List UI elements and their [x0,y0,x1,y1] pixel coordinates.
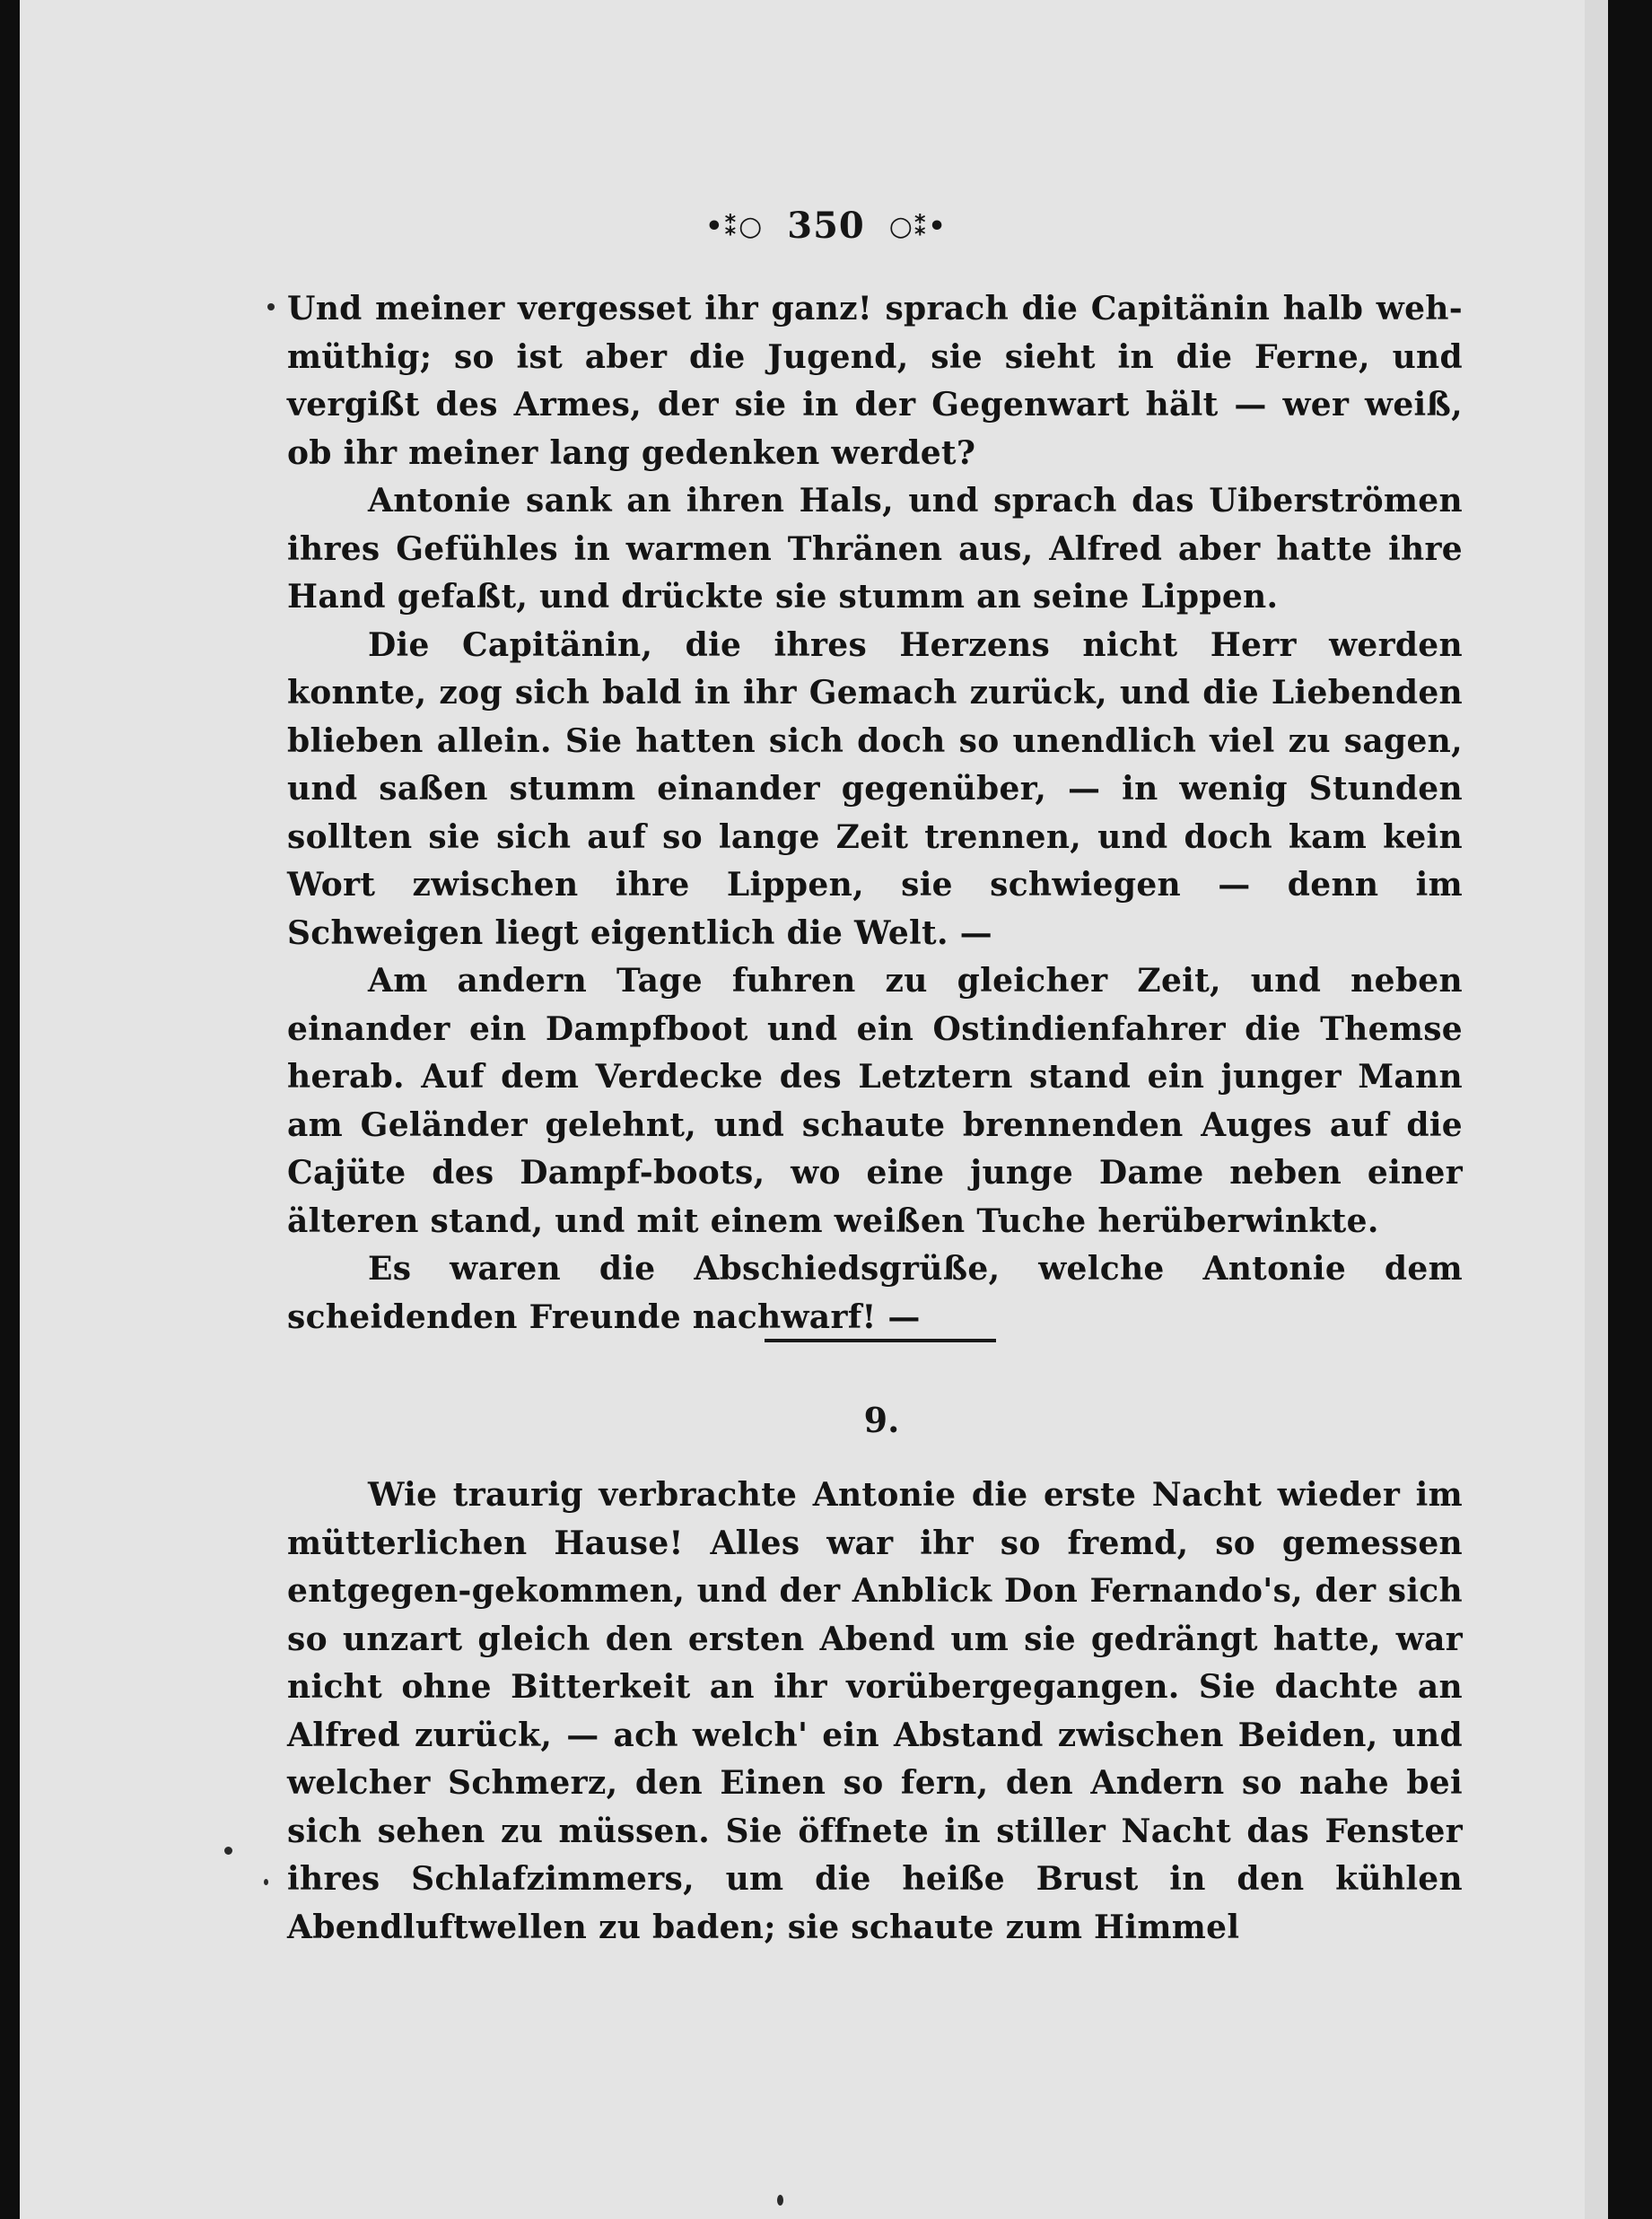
scan-speck [264,1879,268,1885]
text-block-before-chapter [287,285,1463,1341]
paragraph: Die Capitänin, die ihres Herzens nicht Herr werden konnte, zog sich bald in ihr Gemach zurück, und die Liebenden blieben allein. Sie hatten sich doch so unendlich viel zu sagen, und saßen stumm einander gegenüber, — in wenig Stunden sollten sie sich auf so lange Zeit trennen, und doch kam kein Wort zwischen ihre Lippen, sie schwiegen — denn im Schweigen liegt eigentlich die Welt. — [287,625,1463,952]
page-header [0,205,1652,247]
text-block-chapter-9 [287,1472,1463,1952]
header-ornament-right: ○⁑• [888,211,947,242]
scan-speck [267,303,275,310]
paragraph: Am andern Tage fuhren zu gleicher Zeit, und neben einander ein Dampfboot und ein Ostindienfahrer die Themse herab. Auf dem Verdecke des Letztern stand ein junger Mann am Geländer gelehnt, und schaute brennenden Auges auf die Cajüte des Dampf-boots, wo eine junge Dame neben einer älteren stand, und mit einem weißen Tuche herüberwinkte. [287,962,1463,1240]
paragraph: Antonie sank an ihren Hals, und sprach das Uiberströmen ihres Gefühles in warmen Thränen aus, Alfred aber hatte ihre Hand gefaßt, und drückte sie stumm an seine Lippen. [287,482,1463,616]
next-page-edge [1585,0,1608,2219]
paragraph: Es waren die Abschiedsgrüße, welche Antonie dem scheidenden Freunde nachwarf! — [287,1250,1463,1336]
paragraph: Wie traurig verbrachte Antonie die erste Nacht wieder im mütterlichen Hause! Alles war ihr so fremd, so gemessen entgegen-gekommen, und der Anblick Don Fernando's, der sich so unzart gleich den ersten Abend um sie gedrängt hatte, war nicht ohne Bitterkeit an ihr vorübergegangen. Sie dachte an Alfred zurück, — ach welch' ein Abstand zwischen Beiden, und welcher Schmerz, den Einen so fern, den Andern so nahe bei sich sehen zu müssen. Sie öffnete in stiller Nacht das Fenster ihres Schlafzimmers, um die heiße Brust in den kühlen Abendluftwellen zu baden; sie schaute zum Himmel [287,1476,1463,1946]
scan-speck [777,2195,783,2206]
page-number: 350 [787,205,865,247]
scan-speck [224,1847,232,1855]
paragraph: Und meiner vergesset ihr ganz! sprach die Capitänin halb weh-müthig; so ist aber die Jugend, sie sieht in die Ferne, und vergißt des Armes, der sie in der Gegenwart hält — wer weiß, ob ihr meiner lang gedenken werdet? [287,290,1463,472]
chapter-number: 9. [863,1400,900,1440]
header-ornament-left: •⁑○ [705,211,764,242]
section-divider-rule [765,1339,996,1342]
